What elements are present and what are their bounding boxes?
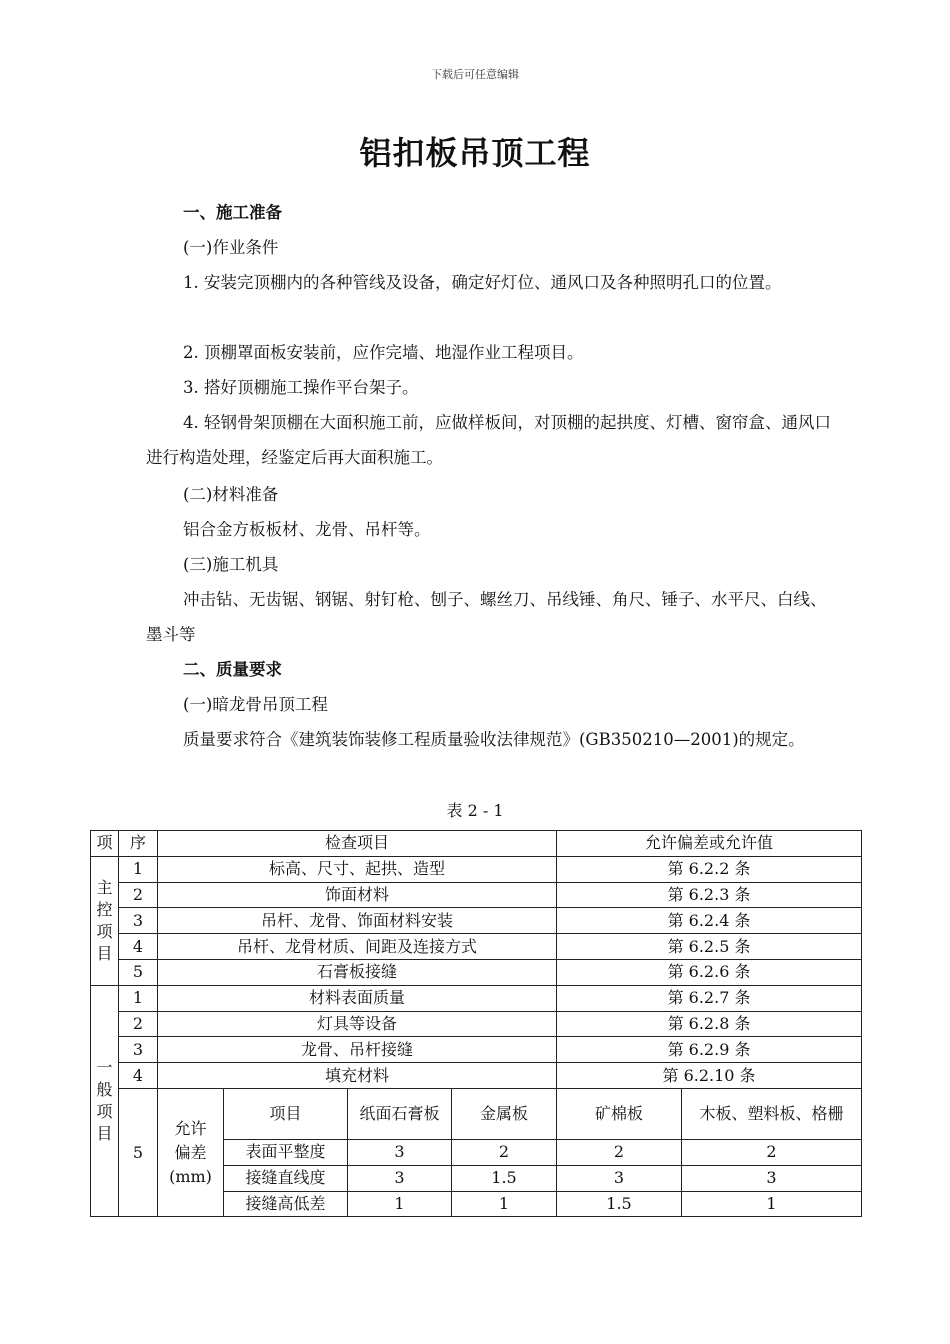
table-caption: 表 2 - 1 (446, 801, 504, 820)
group-label-general-text: 一般项目 (96, 1058, 113, 1144)
row-number: 2 (119, 1011, 158, 1037)
tolerance-value: 1.5 (557, 1191, 682, 1217)
group-label-main-text: 主控项目 (96, 877, 113, 963)
row-number: 2 (119, 882, 158, 908)
page-title: 铝扣板吊顶工程 (359, 134, 591, 172)
check-item: 吊杆、龙骨、饰面材料安装 (158, 908, 557, 934)
tolerance-item: 接缝高低差 (224, 1191, 348, 1217)
paragraph-item-4: 4. 轻钢骨架顶棚在大面积施工前，应做样板间，对顶棚的起拱度、灯槽、窗帘盒、通风口进行构造处理，经鉴定后再大面积施工。 (146, 413, 831, 467)
table-header-row (91, 831, 862, 857)
tolerance-value: 2 (682, 1139, 862, 1165)
allowed-value: 第 6.2.7 条 (557, 985, 862, 1011)
allowed-value: 第 6.2.9 条 (557, 1037, 862, 1063)
tolerance-value: 1.5 (452, 1165, 557, 1191)
subheading-work-conditions: (一)作业条件 (183, 238, 279, 257)
table-row (91, 1037, 862, 1063)
tolerance-value: 3 (348, 1165, 452, 1191)
header-cell: 允许偏差或允许值 (557, 831, 862, 857)
allowed-value: 第 6.2.2 条 (557, 856, 862, 882)
tolerance-value: 3 (557, 1165, 682, 1191)
tolerance-value: 3 (348, 1139, 452, 1165)
header-cell: 项 (91, 831, 119, 857)
tolerance-col-header: 木板、塑料板、格栅 (682, 1088, 862, 1139)
row-number: 1 (119, 985, 158, 1011)
row-number: 4 (119, 1063, 158, 1089)
row-number: 3 (119, 1037, 158, 1063)
table-row (91, 959, 862, 985)
group-label-main (91, 856, 119, 985)
check-item: 灯具等设备 (158, 1011, 557, 1037)
paragraph-item-2: 2. 顶棚罩面板安装前，应作完墙、地湿作业工程项目。 (183, 343, 584, 362)
check-item: 石膏板接缝 (158, 959, 557, 985)
section-heading-preparation: 一、施工准备 (183, 203, 282, 222)
tolerance-label-line: 允许 (174, 1118, 207, 1138)
row-number: 1 (119, 856, 158, 882)
section-heading-quality: 二、质量要求 (183, 660, 282, 679)
tolerance-value: 2 (557, 1139, 682, 1165)
subheading-hidden-keel: (一)暗龙骨吊顶工程 (183, 695, 328, 714)
tolerance-item: 表面平整度 (224, 1139, 348, 1165)
table-row (91, 1011, 862, 1037)
allowed-value: 第 6.2.10 条 (557, 1063, 862, 1089)
check-item: 吊杆、龙骨材质、间距及连接方式 (158, 934, 557, 960)
table-row (91, 856, 862, 882)
tolerance-value: 1 (682, 1191, 862, 1217)
check-item: 标高、尺寸、起拱、造型 (158, 856, 557, 882)
table-row (91, 934, 862, 960)
row-number: 4 (119, 934, 158, 960)
tolerance-col-header: 矿棉板 (557, 1088, 682, 1139)
table-row (91, 908, 862, 934)
check-item: 填充材料 (158, 1063, 557, 1089)
check-item: 饰面材料 (158, 882, 557, 908)
group-label-general (91, 985, 119, 1217)
tolerance-item: 接缝直线度 (224, 1165, 348, 1191)
tolerance-label (158, 1088, 224, 1216)
allowed-value: 第 6.2.6 条 (557, 959, 862, 985)
paragraph-materials: 铝合金方板板材、龙骨、吊杆等。 (183, 520, 431, 539)
tolerance-col-header: 纸面石膏板 (348, 1088, 452, 1139)
header-note: 下载后可任意编辑 (431, 68, 519, 81)
subheading-tools: (三)施工机具 (183, 555, 279, 574)
allowed-value: 第 6.2.4 条 (557, 908, 862, 934)
table-row (91, 882, 862, 908)
allowed-value: 第 6.2.3 条 (557, 882, 862, 908)
header-cell: 序 (119, 831, 158, 857)
table-row (91, 985, 862, 1011)
tolerance-value: 1 (452, 1191, 557, 1217)
row-number: 5 (119, 1088, 158, 1216)
table-row (91, 1063, 862, 1089)
row-number: 3 (119, 908, 158, 934)
tolerance-value: 2 (452, 1139, 557, 1165)
tolerance-col-header: 金属板 (452, 1088, 557, 1139)
row-number: 5 (119, 959, 158, 985)
tolerance-header-row (91, 1088, 862, 1139)
tolerance-col-header: 项目 (224, 1088, 348, 1139)
allowed-value: 第 6.2.5 条 (557, 934, 862, 960)
allowed-value: 第 6.2.8 条 (557, 1011, 862, 1037)
header-cell: 检查项目 (158, 831, 557, 857)
check-item: 龙骨、吊杆接缝 (158, 1037, 557, 1063)
paragraph-item-3: 3. 搭好顶棚施工操作平台架子。 (183, 378, 419, 397)
paragraph-tools: 冲击钻、无齿锯、钢锯、射钉枪、刨子、螺丝刀、吊线锤、角尺、锤子、水平尺、白线、墨斗等 (146, 590, 827, 644)
tolerance-value: 3 (682, 1165, 862, 1191)
tolerance-label-line: 偏差 (174, 1142, 207, 1162)
paragraph-standard: 质量要求符合《建筑装饰装修工程质量验收法律规范》(GB350210—2001)的规定。 (183, 730, 805, 749)
tolerance-value: 1 (348, 1191, 452, 1217)
quality-table (90, 830, 862, 1217)
check-item: 材料表面质量 (158, 985, 557, 1011)
paragraph-item-1: 1. 安装完顶棚内的各种管线及设备，确定好灯位、通风口及各种照明孔口的位置。 (183, 273, 782, 292)
subheading-materials: (二)材料准备 (183, 485, 279, 504)
tolerance-label-line: (mm) (169, 1166, 212, 1186)
